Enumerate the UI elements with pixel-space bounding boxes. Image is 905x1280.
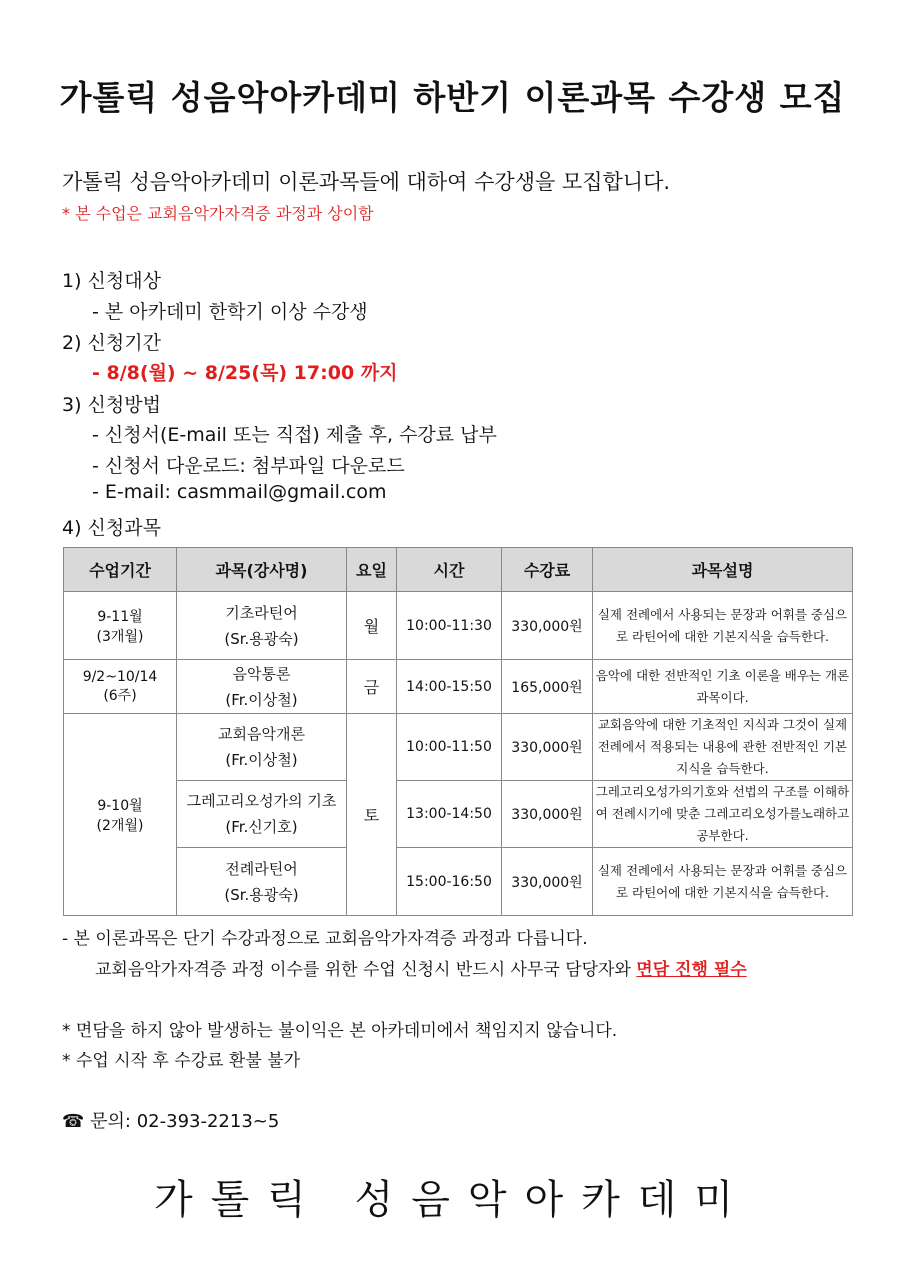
application-period: - 8/8(월) ~ 8/25(목) 17:00 까지 xyxy=(92,362,398,384)
contact-line xyxy=(62,1107,279,1133)
warning-refund: * 수업 시작 후 수강료 환불 불가 xyxy=(62,1051,300,1071)
period: 9-10월 xyxy=(97,797,143,814)
method-item-email: - E-mail: casmmail@gmail.com xyxy=(92,481,387,503)
header-fee: 수강료 xyxy=(502,548,593,592)
section-heading-period: 2) 신청기간 xyxy=(62,332,161,354)
subject-name: 음악통론 xyxy=(232,664,291,683)
period-duration: (3개월) xyxy=(96,628,144,645)
fee-cell: 330,000원 xyxy=(502,848,593,916)
header-day: 요일 xyxy=(347,548,397,592)
table-row xyxy=(64,781,853,848)
teacher-name: (Sr.용광숙) xyxy=(224,629,299,648)
subject-name: 전례라틴어 xyxy=(225,859,298,878)
time-cell: 14:00-15:50 xyxy=(397,660,502,714)
description-cell: 그레고리오성가의기호와 선법의 구조를 이해하여 전례시기에 맞춘 그레고리오성가를노래하고 공부한다. xyxy=(593,781,853,848)
period: 9-11월 xyxy=(97,608,143,625)
header-time: 시간 xyxy=(397,548,502,592)
table-row xyxy=(64,592,853,660)
subject-name: 교회음악개론 xyxy=(218,725,305,743)
table-row xyxy=(64,848,853,916)
method-item: - 신청서 다운로드: 첨부파일 다운로드 xyxy=(92,455,405,477)
section-item-target: - 본 아카데미 한학기 이상 수강생 xyxy=(92,301,368,323)
table-row xyxy=(64,714,853,781)
intro-text: 가톨릭 성음악아카데미 이론과목들에 대하여 수강생을 모집합니다. xyxy=(62,170,671,194)
period-duration: (2개월) xyxy=(96,817,144,834)
header-period: 수업기간 xyxy=(64,548,177,592)
phone-icon: ☎ xyxy=(62,1111,85,1132)
interview-note-text: 교회음악가자격증 과정 이수를 위한 수업 신청시 반드시 사무국 담당자와 xyxy=(95,960,631,980)
subject-name: 기초라틴어 xyxy=(225,603,298,622)
fee-cell: 165,000원 xyxy=(502,660,593,714)
subject-cell xyxy=(177,848,347,916)
header-subject: 과목(강사명) xyxy=(177,548,347,592)
subject-cell xyxy=(177,781,347,848)
teacher-name: (Fr.이상철) xyxy=(225,751,298,769)
method-item: - 신청서(E-mail 또는 직접) 제출 후, 수강료 납부 xyxy=(92,424,497,446)
fee-cell: 330,000원 xyxy=(502,781,593,848)
section-heading-target: 1) 신청대상 xyxy=(62,270,161,292)
table-header-row xyxy=(64,548,853,592)
table-row xyxy=(64,660,853,714)
fee-cell: 330,000원 xyxy=(502,714,593,781)
page-title: 가톨릭 성음악아카데미 하반기 이론과목 수강생 모집 xyxy=(59,78,846,117)
header-description: 과목설명 xyxy=(593,548,853,592)
subject-name: 그레고리오성가의 기초 xyxy=(186,792,337,810)
day-cell: 금 xyxy=(347,660,397,714)
footer-organization: 가톨릭 성음악아카데미 xyxy=(153,1177,752,1223)
notice-text: * 본 수업은 교회음악가자격증 과정과 상이함 xyxy=(62,204,374,223)
description-cell: 교회음악에 대한 기초적인 지식과 그것이 실제 전례에서 적용되는 내용에 관한 전반적인 기본 지식을 습득한다. xyxy=(593,714,853,781)
warning-liability: * 면담을 하지 않아 발생하는 불이익은 본 아카데미에서 책임지지 않습니다. xyxy=(62,1021,618,1041)
teacher-name: (Fr.신기호) xyxy=(225,818,298,836)
description-cell: 실제 전례에서 사용되는 문장과 어휘를 중심으로 라틴어에 대한 기본지식을 습득한다. xyxy=(593,848,853,916)
table-note: - 본 이론과목은 단기 수강과정으로 교회음악가자격증 과정과 다릅니다. xyxy=(62,929,588,949)
interview-note xyxy=(95,955,747,980)
period: 9/2~10/14 xyxy=(82,668,158,685)
subject-cell xyxy=(177,592,347,660)
section-heading-method: 3) 신청방법 xyxy=(62,394,161,416)
teacher-name: (Fr.이상철) xyxy=(225,690,298,709)
fee-cell: 330,000원 xyxy=(502,592,593,660)
period-cell xyxy=(64,660,177,714)
time-cell: 10:00-11:30 xyxy=(397,592,502,660)
course-table xyxy=(63,547,853,916)
teacher-name: (Sr.용광숙) xyxy=(224,885,299,904)
interview-required: 면담 진행 필수 xyxy=(636,960,747,980)
day-cell: 월 xyxy=(347,592,397,660)
period-cell xyxy=(64,714,177,916)
period-duration: (6주) xyxy=(103,687,137,704)
contact-text: 문의: 02-393-2213~5 xyxy=(90,1111,280,1132)
time-cell: 13:00-14:50 xyxy=(397,781,502,848)
description-cell: 음악에 대한 전반적인 기초 이론을 배우는 개론 과목이다. xyxy=(593,660,853,714)
time-cell: 15:00-16:50 xyxy=(397,848,502,916)
time-cell: 10:00-11:50 xyxy=(397,714,502,781)
day-cell: 토 xyxy=(347,714,397,916)
section-heading-courses: 4) 신청과목 xyxy=(62,517,161,539)
period-cell xyxy=(64,592,177,660)
subject-cell xyxy=(177,714,347,781)
description-cell: 실제 전례에서 사용되는 문장과 어휘를 중심으로 라틴어에 대한 기본지식을 습득한다. xyxy=(593,592,853,660)
subject-cell xyxy=(177,660,347,714)
